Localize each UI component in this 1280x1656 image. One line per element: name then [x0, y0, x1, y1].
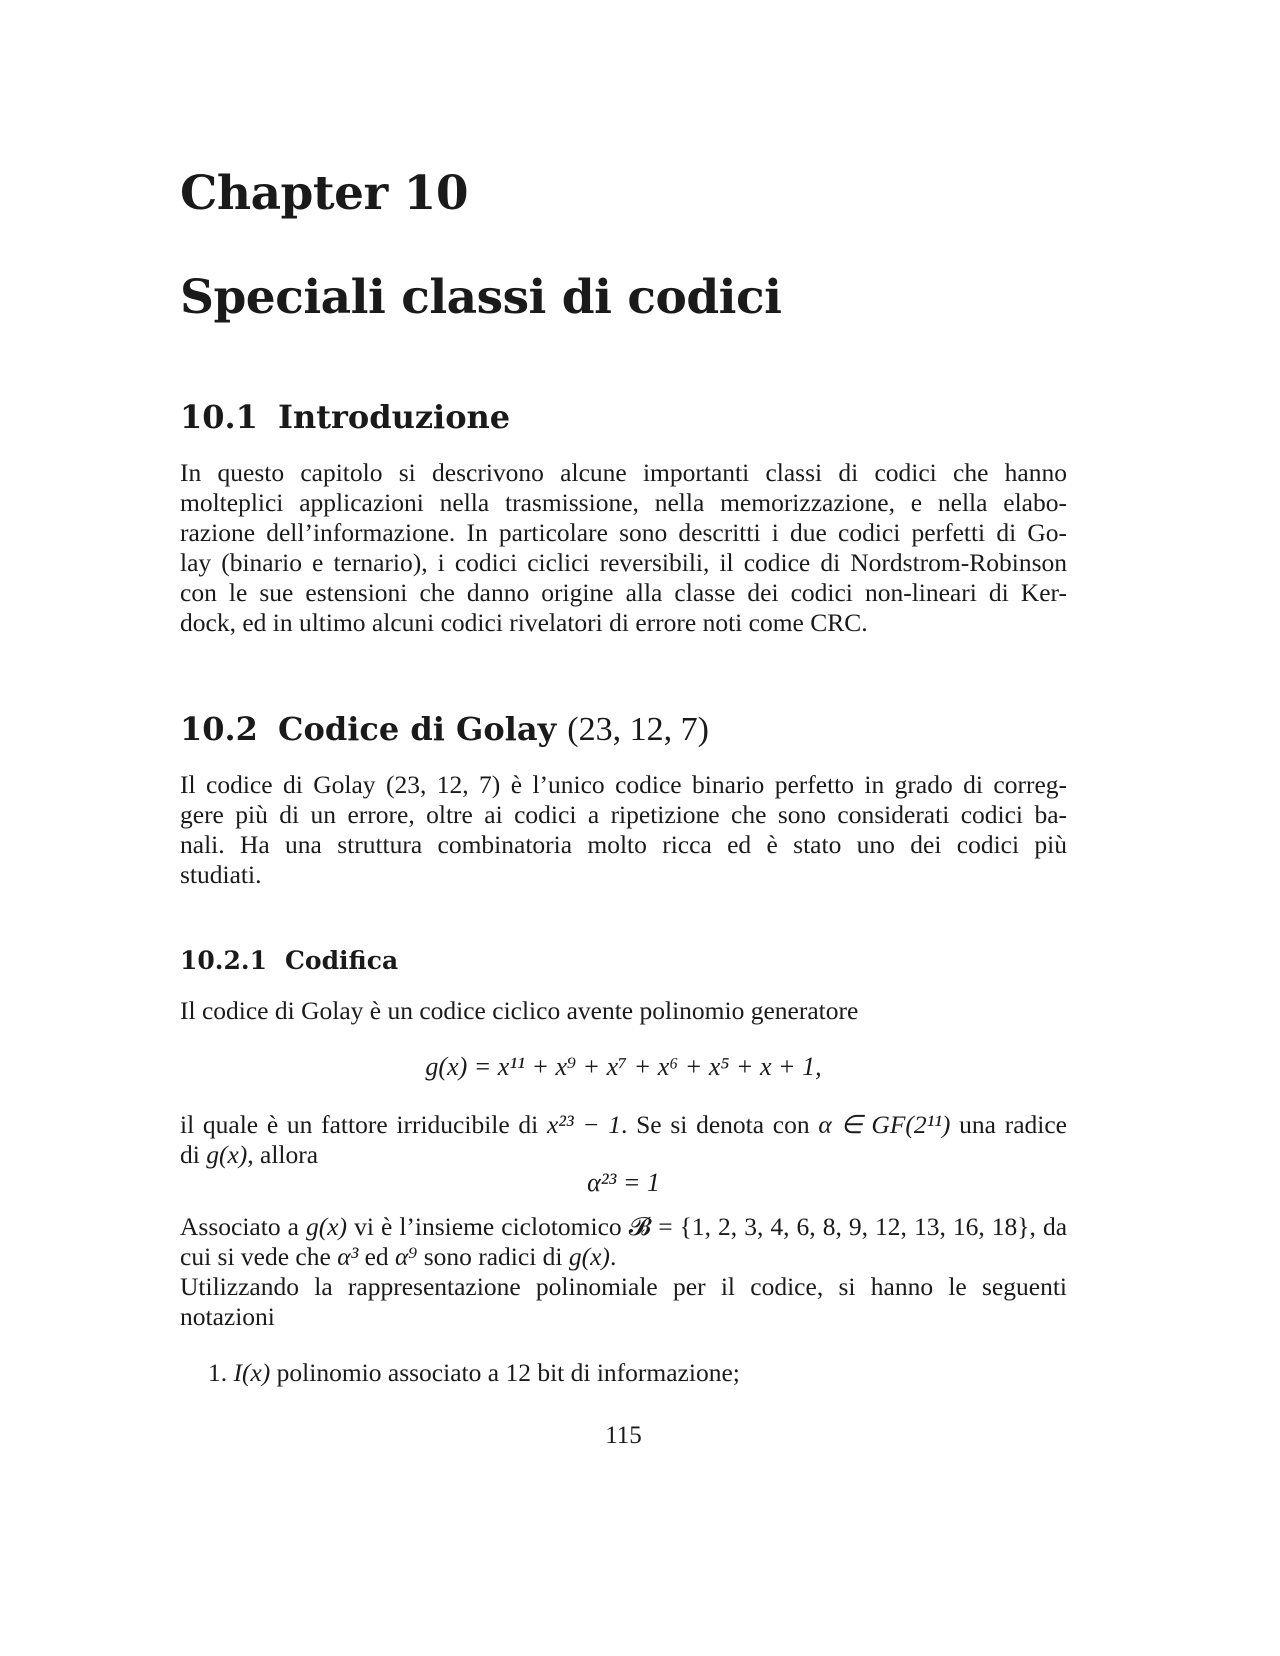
section-title: Codice di Golay [278, 710, 557, 748]
math-expression: α⁹ [395, 1242, 418, 1271]
paragraph-line [180, 1140, 1067, 1170]
paragraph-line: Utilizzando la rappresentazione polinomiale per il codice, si hanno le seguenti [180, 1272, 1067, 1301]
subsection-title: Codifica [285, 946, 399, 975]
paragraph-line [180, 1110, 1067, 1140]
subsection-heading-codifica [180, 946, 398, 975]
paragraph-line [180, 1242, 1067, 1272]
subsection-number: 10.2.1 [180, 946, 267, 975]
math-expression: g(x) [305, 1212, 348, 1241]
section-title-tuple: (23, 12, 7) [567, 711, 709, 748]
paragraph-line: dock, ed in ultimo alcuni codici rivelatori di errore noti come CRC. [180, 608, 868, 637]
text-fragment: una radice [959, 1110, 1067, 1139]
list-marker: 1. [208, 1358, 228, 1387]
text-fragment: , da [1029, 1212, 1068, 1241]
text-fragment: Associato a [180, 1212, 299, 1241]
golay-paragraph [180, 770, 1067, 890]
chapter-title: Speciali classi di codici [180, 270, 782, 325]
paragraph-line: studiati. [180, 860, 262, 889]
text-fragment: di [180, 1140, 200, 1169]
text-fragment: il quale è un fattore irriducibile di [180, 1110, 539, 1139]
text-fragment: , allora [247, 1140, 319, 1169]
section-heading-golay [180, 710, 709, 749]
factor-paragraph [180, 1110, 1067, 1170]
math-expression: I(x) [233, 1358, 271, 1387]
text-fragment: polinomio associato a [276, 1358, 500, 1387]
paragraph-line [180, 770, 1067, 800]
text-fragment: ed [364, 1242, 389, 1271]
math-expression: 𝓑 = {1, 2, 3, 4, 6, 8, 9, 12, 13, 16, 18} [628, 1212, 1030, 1241]
paragraph-line: razione dell’informazione. In particolare sono descritti i due codici perfetti di Go- [180, 518, 1067, 547]
text-fragment: . Se si denota con [621, 1110, 810, 1139]
chapter-label: Chapter 10 [180, 166, 469, 221]
paragraph-line: con le sue estensioni che danno origine alla classe dei codici non-lineari di Ker- [180, 578, 1067, 607]
math-tuple: (23, 12, 7) [385, 770, 501, 799]
paragraph-line: nali. Ha una struttura combinatoria molto ricca ed è stato uno dei codici più [180, 830, 1067, 859]
paragraph-line: gere più di un errore, oltre ai codici a ripetizione che sono considerati codici ba- [180, 800, 1067, 829]
text-fragment: cui si vede che [180, 1242, 331, 1271]
codifica-intro [180, 996, 1067, 1026]
paragraph-line: In questo capitolo si descrivono alcune importanti classi di codici che hanno [180, 458, 1067, 487]
page-number: 115 [605, 1422, 642, 1449]
paragraph-line: Il codice di Golay è un codice ciclico avente polinomio generatore [180, 996, 859, 1025]
math-expression: g(x) [206, 1140, 248, 1169]
text-fragment: è l’unico codice binario perfetto in grado di correg- [510, 770, 1067, 799]
cyclotomic-paragraph [180, 1212, 1067, 1332]
text-fragment: Il codice di Golay [180, 770, 376, 799]
paragraph-line [180, 1212, 1067, 1242]
paragraph-line: lay (binario e ternario), i codici ciclici reversibili, il codice di Nordstrom-Robinson [180, 548, 1067, 577]
math-number: 12 [505, 1358, 531, 1387]
math-expression: α ∈ GF(2¹¹) [818, 1110, 951, 1139]
math-expression: x²³ − 1 [546, 1110, 622, 1139]
text-fragment: bit di informazione; [537, 1358, 740, 1387]
text-fragment: . [609, 1242, 617, 1271]
text-fragment: vi è l’insieme ciclotomico [354, 1212, 622, 1241]
paragraph-line: notazioni [180, 1302, 275, 1331]
list-item [208, 1358, 740, 1388]
text-fragment: sono radici di [423, 1242, 563, 1271]
alpha-order-equation: α²³ = 1 [587, 1168, 660, 1197]
paragraph-line: molteplici applicazioni nella trasmissione, nella memorizzazione, e nella elabo- [180, 488, 1067, 517]
section-number: 10.1 [180, 398, 258, 436]
math-expression: α³ [337, 1242, 359, 1271]
math-expression: g(x) [568, 1242, 610, 1271]
intro-paragraph [180, 458, 1067, 638]
section-title: Introduzione [278, 398, 511, 436]
generator-polynomial-equation: g(x) = x¹¹ + x⁹ + x⁷ + x⁶ + x⁵ + x + 1, [425, 1052, 822, 1081]
section-number: 10.2 [180, 710, 258, 748]
section-heading-introduzione [180, 398, 510, 436]
